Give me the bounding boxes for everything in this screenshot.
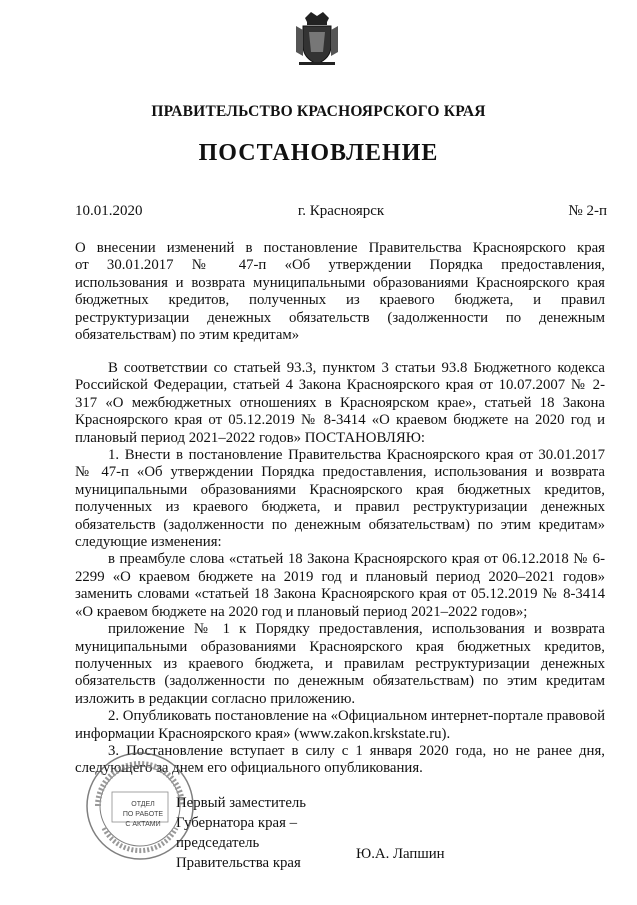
subject-line: реструктуризации денежных обязательств (задолженности по денежным (75, 309, 605, 326)
body-paragraph: 2. Опубликовать постановление на «Официальном интернет-портале правовой информации Красноярского края» (www.zakon.krskstate.ru). (75, 708, 606, 742)
stamp-text (108, 800, 178, 830)
stamp-line: ОТДЕЛ (131, 801, 155, 808)
signature-position-line: Губернатора края – (176, 815, 297, 831)
signature-position-line: Первый заместитель (176, 795, 307, 811)
document-city: г. Красноярск (297, 203, 385, 219)
document-type-title: ПОСТАНОВЛЕНИЕ (198, 140, 439, 166)
document-subject (75, 240, 605, 344)
subject-line: от 30.01.2017 № 47-п «Об утверждении Порядка предоставления, (75, 257, 605, 274)
document-number: № 2-п (568, 203, 607, 219)
signature-position-line: Правительства края (176, 855, 301, 871)
body-paragraph: 1. Внести в постановление Правительства Красноярского края от 30.01.2017 № 47-п «Об утверждении Порядка предоставления, использования и возврата муниципальными образованиями Красноярского края бюджетных кредитов, полученных из краевого бюджета, и правил реструктуризации денежных обязательств (задолженности по денежным обязательствам) по этим кредитам» следующие изменения: (75, 447, 605, 551)
signatory-name: Ю.А. Лапшин (356, 846, 445, 862)
subject-line: использования и возврата муниципальными образованиями Красноярского края (75, 274, 605, 291)
document-date: 10.01.2020 (75, 203, 143, 219)
body-paragraph: В соответствии со статьей 93.3, пунктом 3 статьи 93.8 Бюджетного кодекса Российской Федерации, статьей 4 Закона Красноярского края от 10.07.2007 № 2-317 «О межбюджетных отношениях в Красноярском крае», статьей 18 Закона Красноярского края от 05.12.2019 № 8-3414 «О краевом бюджете на 2020 год и плановый период 2021–2022 годов» ПОСТАНОВЛЯЮ: (75, 360, 605, 446)
body-paragraph: приложение № 1 к Порядку предоставления, использования и возврата муниципальными образованиями Красноярского края бюджетных кредитов, полученных из краевого бюджета, и правилам реструктуризации денежных обязательств (задолженности по денежным обязательствам) по этим кредитам изложить в редакции согласно приложению. (75, 621, 605, 707)
body-paragraph: 3. Постановление вступает в силу с 1 января 2020 года, но не ранее дня, следующего за днем его официального опубликования. (75, 742, 605, 777)
organization-title: ПРАВИТЕЛЬСТВО КРАСНОЯРСКОГО КРАЯ (151, 103, 486, 120)
body-paragraph: в преамбуле слова «статьей 18 Закона Красноярского края от 06.12.2018 № 6-2299 «О краевом бюджете на 2019 год и плановый период 2020–2021 годов» заменить словами «статьей 18 Закона Красноярского края от 05.12.2019 № 8-3414 «О краевом бюджете на 2020 год и плановый период 2021–2022 годов»; (75, 551, 605, 620)
stamp-line: С АКТАМИ (125, 821, 161, 828)
signature-position-line: председатель (176, 835, 260, 851)
document-body (75, 360, 605, 778)
subject-line: обязательствам) по этим кредитам» (75, 327, 300, 344)
stamp-line: ПО РАБОТЕ (122, 811, 164, 818)
subject-line: бюджетных кредитов, полученных из краевого бюджета, и правил (75, 292, 605, 309)
subject-line: О внесении изменений в постановление Правительства Красноярского края (75, 240, 605, 256)
coat-of-arms-emblem (291, 8, 343, 68)
signature-block (176, 793, 306, 873)
